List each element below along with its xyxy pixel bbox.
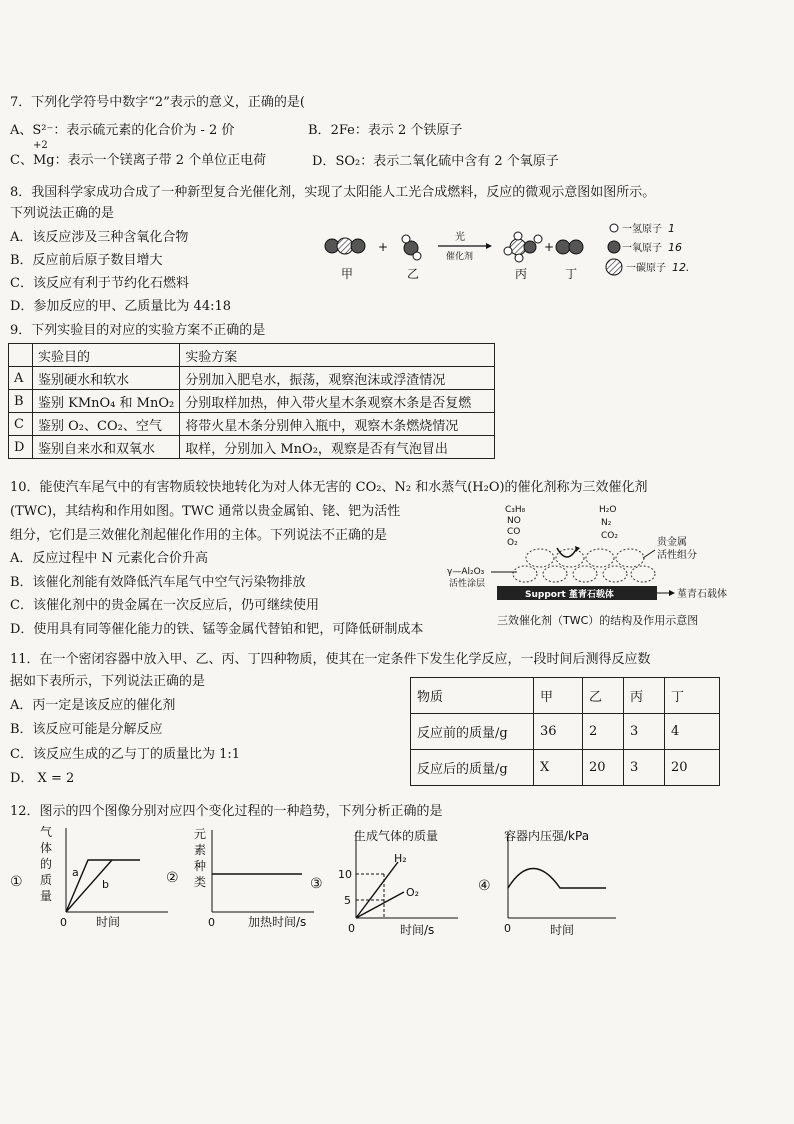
twc-diagram — [445, 500, 745, 630]
q11-option-c: C．该反应生成的乙与丁的质量比为 1:1 — [10, 747, 241, 762]
metal-label-1: 贵金属 — [657, 537, 687, 548]
molecule-ding — [556, 240, 583, 254]
q7-option-c-valence: +2 — [33, 140, 48, 151]
q10-option-c: C．该催化剂中的贵金属在一次反应后，仍可继续使用 — [10, 598, 319, 613]
q7-option-a-label: A、 — [10, 123, 33, 138]
table-cell: A — [9, 367, 33, 390]
q8-stem-line2: 下列说法正确的是 — [10, 206, 115, 221]
plus-sign: + — [378, 240, 389, 254]
q11-stem-line2: 据如下表所示，下列说法正确的是 — [10, 674, 206, 689]
table-header-cell: 甲 — [534, 678, 583, 714]
label-yi: 乙 — [407, 267, 420, 281]
arrow-label-light: 光 — [455, 232, 465, 243]
q7-option-a-text: S²⁻：表示硫元素的化合价为 - 2 价 — [32, 123, 235, 138]
twc-output-h2o: H₂O — [599, 505, 617, 515]
twc-output-n2: N₂ — [601, 518, 612, 528]
graph-3-ylabel: 生成气体的质量 — [354, 829, 439, 843]
graph-1 — [8, 822, 178, 932]
q8-molecule-diagram — [318, 218, 708, 290]
table-row — [9, 413, 495, 436]
twc-output-co2: CO₂ — [601, 531, 618, 541]
q10-stem-line3: 组分，它们是三效催化剂起催化作用的主体。下列说法不正确的是 — [10, 528, 388, 543]
twc-input-no: NO — [507, 516, 521, 526]
table-cell: 20 — [665, 750, 720, 786]
legend-carbon: 一碳原子 — [626, 263, 666, 274]
graph-1-ylabel: 气 — [40, 825, 53, 839]
table-cell: 将带火星木条分别伸入瓶中，观察木条燃烧情况 — [180, 413, 495, 436]
table-row — [9, 436, 495, 459]
note-carbon: 12. — [672, 261, 690, 274]
graph-3-label-o2: O₂ — [406, 886, 420, 899]
arrow-label-catalyst: 催化剂 — [446, 252, 474, 262]
q10-stem: 10．能使汽车尾气中的有害物质较快地转化为对人体无害的 CO₂、N₂ 和水蒸气(H₂O)的催化剂称为三效催化剂 — [10, 480, 648, 495]
q10-stem-line2: (TWC)，其结构和作用如图。TWC 通常以贵金属铂、铑、钯为活性 — [10, 504, 401, 519]
q10-option-d: D．使用具有同等催化能力的铁、锰等金属代替铂和钯，可降低研制成本 — [10, 622, 424, 637]
table-cell: 鉴别 KMnO₄ 和 MnO₂ — [33, 390, 180, 413]
table-cell: 鉴别自来水和双氧水 — [33, 436, 180, 459]
graph-2 — [164, 822, 324, 932]
graph-1-ylabel: 量 — [40, 889, 53, 903]
graph-3-origin: 0 — [348, 922, 355, 935]
q8-option-a: A．该反应涉及三种含氧化合物 — [10, 230, 189, 245]
graph-3-line-o2 — [356, 892, 404, 918]
table-header-cell: 丁 — [665, 678, 720, 714]
molecule-jia — [325, 238, 365, 254]
twc-input-co: CO — [507, 527, 521, 537]
graph-3-tick-5: 5 — [344, 894, 351, 907]
q7-option-c-text: ：表示一个镁离子带 2 个单位正电荷 — [54, 153, 267, 168]
graph-2-xlabel: 加热时间/s — [248, 915, 307, 929]
graph-2-ylabel: 类 — [194, 875, 207, 889]
q8-stem: 8．我国科学家成功合成了一种新型复合光催化剂，实现了太阳能人工光合成燃料，反应的微观示意图如图所示。 — [10, 185, 656, 200]
q7-option-c — [10, 152, 266, 170]
table-cell: 鉴别硬水和软水 — [33, 367, 180, 390]
graph-2-number: ② — [166, 870, 179, 886]
q10-option-b: B．该催化剂能有效降低汽车尾气中空气污染物排放 — [10, 575, 306, 590]
table-header — [411, 678, 720, 714]
table-row — [9, 390, 495, 413]
table-cell: 分别加入肥皂水，振荡，观察泡沫或浮渣情况 — [180, 367, 495, 390]
q7-stem: 7．下列化学符号中数字“2”表示的意义，正确的是( — [10, 95, 305, 110]
graph-1-label-b: b — [102, 878, 109, 891]
label-bing: 丙 — [515, 267, 528, 281]
graph-2-ylabel: 种 — [194, 859, 207, 873]
q7-option-b-label: B． — [308, 123, 331, 138]
metal-label-2: 活性组分 — [657, 550, 697, 561]
table-cell: 20 — [583, 750, 624, 786]
table-header-cell: 实验目的 — [33, 344, 180, 367]
graph-3-tick-10: 10 — [338, 868, 352, 881]
table-cell: 分别取样加热，伸入带火星木条观察木条是否复燃 — [180, 390, 495, 413]
q7-option-d — [312, 153, 559, 171]
table-header — [9, 344, 495, 367]
label-ding: 丁 — [565, 267, 578, 281]
graph-4-origin: 0 — [504, 922, 511, 935]
catalyst-coating — [513, 549, 655, 582]
table-cell: 3 — [624, 750, 665, 786]
q10-option-a: A．反应过程中 N 元素化合价升高 — [10, 551, 209, 566]
table-cell: D — [9, 436, 33, 459]
table-cell: X — [534, 750, 583, 786]
q11-stem: 11．在一个密闭容器中放入甲、乙、丙、丁四种物质，使其在一定条件下发生化学反应，一段时间后测得反应数 — [10, 652, 651, 667]
label-jia: 甲 — [341, 267, 354, 281]
molecule-bing — [504, 232, 542, 262]
q12-stem: 12．图示的四个图像分别对应四个变化过程的一种趋势，下列分析正确的是 — [10, 804, 443, 819]
q11-table — [410, 677, 720, 786]
graph-4-number: ④ — [478, 878, 491, 894]
table-cell: 3 — [624, 714, 665, 750]
q9-table — [8, 343, 495, 459]
legend-oxygen: 一氧原子 — [622, 243, 662, 254]
graph-4 — [476, 822, 626, 937]
coating-label-1: γ—Al₂O₃ — [447, 567, 485, 577]
plus-sign-2: + — [544, 240, 555, 254]
support-label: Support 堇青石载体 — [525, 590, 614, 600]
graph-2-ylabel: 素 — [194, 843, 207, 857]
q7-option-d-text: SO₂：表示二氧化硫中含有 2 个氧原子 — [335, 154, 559, 169]
table-cell: 反应后的质量/g — [411, 750, 534, 786]
table-cell: 36 — [534, 714, 583, 750]
graph-4-ylabel: 容器内压强/kPa — [504, 829, 590, 843]
table-row — [411, 750, 720, 786]
table-header-cell: 丙 — [624, 678, 665, 714]
graph-3-number: ③ — [310, 876, 323, 892]
q8-option-d: D．参加反应的甲、乙质量比为 44:18 — [10, 299, 232, 314]
legend — [606, 222, 690, 275]
q11-option-d: D． X = 2 — [10, 771, 75, 786]
q11-option-a: A．丙一定是该反应的催化剂 — [10, 698, 176, 713]
table-cell: 2 — [583, 714, 624, 750]
table-cell: 反应前的质量/g — [411, 714, 534, 750]
coating-label-2: 活性涂层 — [449, 579, 486, 589]
table-header-cell: 物质 — [411, 678, 534, 714]
graph-1-origin: 0 — [60, 916, 67, 929]
table-header-cell: 实验方案 — [180, 344, 495, 367]
q7-option-d-label: D． — [312, 154, 336, 169]
graph-3-label-h2: H₂ — [394, 852, 407, 865]
graph-2-origin: 0 — [208, 916, 215, 929]
q9-stem: 9．下列实验目的对应的实验方案不正确的是 — [10, 323, 266, 338]
table-cell: 4 — [665, 714, 720, 750]
graph-1-ylabel: 体 — [40, 841, 53, 855]
graph-2-ylabel: 元 — [194, 827, 207, 841]
graph-1-label-a: a — [72, 866, 79, 879]
twc-input-o2: O₂ — [507, 538, 518, 548]
graph-4-xlabel: 时间 — [550, 923, 575, 937]
graph-1-xlabel: 时间 — [96, 915, 121, 929]
table-cell: C — [9, 413, 33, 436]
note-oxygen: 16 — [668, 241, 682, 254]
table-header-cell — [9, 344, 33, 367]
q7-option-c-symbol: Mg — [32, 153, 55, 168]
graph-1-ylabel: 质 — [40, 873, 53, 887]
q7-option-b-text: 2Fe：表示 2 个铁原子 — [330, 123, 463, 138]
table-row — [9, 367, 495, 390]
table-cell: 鉴别 O₂、CO₂、空气 — [33, 413, 180, 436]
carrier-label: 堇青石载体 — [677, 589, 727, 600]
graph-3-xlabel: 时间/s — [400, 923, 435, 937]
note-hydrogen: 1 — [668, 222, 675, 235]
table-row — [411, 714, 720, 750]
graph-4-curve — [508, 869, 606, 889]
twc-input-c3h8: C₃H₈ — [505, 505, 526, 515]
graph-3-line-h2 — [356, 862, 398, 918]
table-cell: B — [9, 390, 33, 413]
q8-option-c: C．该反应有利于节约化石燃料 — [10, 276, 189, 291]
twc-caption: 三效催化剂（TWC）的结构及作用示意图 — [497, 614, 699, 627]
table-cell: 取样，分别加入 MnO₂，观察是否有气泡冒出 — [180, 436, 495, 459]
q7-option-a — [10, 122, 234, 140]
table-header-cell: 乙 — [583, 678, 624, 714]
graph-1-number: ① — [10, 874, 23, 890]
flow-arrow — [557, 548, 577, 557]
graph-3 — [308, 822, 468, 937]
q11-option-b: B．该反应可能是分解反应 — [10, 722, 163, 737]
molecule-yi — [402, 235, 421, 260]
q8-option-b: B．反应前后原子数目增大 — [10, 253, 163, 268]
q7-option-c-label: C、 — [10, 153, 33, 168]
graph-1-ylabel: 的 — [40, 857, 53, 871]
q7-option-b — [308, 122, 462, 140]
legend-hydrogen: 一氢原子 — [622, 224, 662, 235]
